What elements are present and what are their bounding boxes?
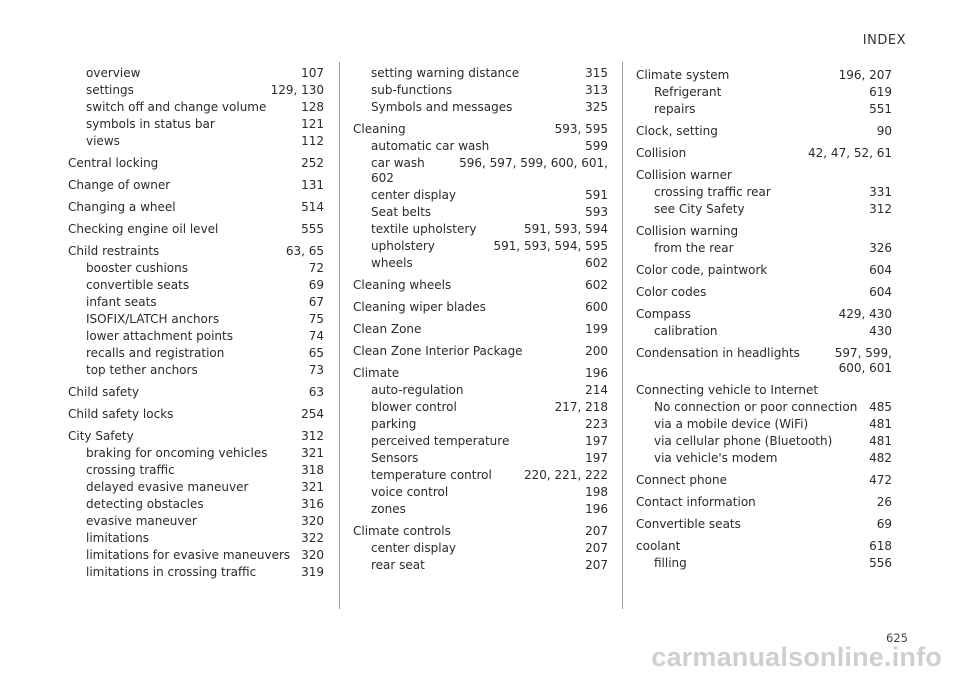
index-page-refs: 313 [585,83,608,97]
index-page-refs: 75 [308,312,324,326]
index-term: textile upholstery [371,222,477,236]
index-page-refs: 481 [869,434,892,448]
index-term: Climate controls [353,524,451,538]
index-term: delayed evasive maneuver [86,480,249,494]
index-entry [68,222,324,237]
index-term: evasive maneuver [86,514,197,528]
index-subentry [353,222,608,237]
index-term: Cleaning wheels [353,278,452,292]
index-page-refs: 196 [585,502,608,516]
index-page-refs: 591, 593, 594 [524,222,608,236]
index-page-refs: 63, 65 [285,244,324,258]
index-term: car wash [371,156,425,170]
index-term: Checking engine oil level [68,222,219,236]
watermark-logo: carmanualsonline.info [651,642,942,672]
index-page-refs: 196 [585,366,608,380]
index-page-refs: 220, 221, 222 [524,468,608,482]
index-page-refs: 196, 207 [838,68,892,82]
index-term: ISOFIX/LATCH anchors [86,312,220,326]
page-number: 625 [886,631,908,645]
index-page-refs: 316 [301,497,324,511]
index-term: repairs [654,102,696,116]
index-page-refs: 112 [301,134,324,148]
index-subentry [353,66,608,81]
index-page-refs: 65 [308,346,324,360]
index-term: wheels [371,256,413,270]
index-term: Child safety [68,385,140,399]
index-subentry [68,312,324,327]
index-page-refs: 320 [301,548,324,562]
index-page-refs: 591, 593, 594, 595 [493,239,608,253]
index-subentry [636,102,892,117]
index-entry [353,366,608,381]
index-page-refs: 69 [308,278,324,292]
index-entry [636,473,892,488]
index-subentry [353,451,608,466]
index-term: crossing traffic [86,463,175,477]
index-term: Clean Zone Interior Package [353,344,523,358]
index-subentry [353,400,608,415]
index-subentry [353,383,608,398]
index-page-refs-continued: 600, 601 [838,361,892,375]
index-page-refs: 430 [869,324,892,338]
index-subentry [68,117,324,132]
index-term: views [86,134,120,148]
index-page-refs: 72 [308,261,324,275]
index-term: Climate system [636,68,730,82]
index-subentry [68,446,324,461]
index-subentry [353,256,608,271]
index-term: Changing a wheel [68,200,176,214]
index-subentry [353,468,608,483]
index-subentry [636,85,892,100]
index-subentry [353,205,608,220]
index-subentry [636,202,892,217]
index-subentry [353,558,608,573]
index-term: center display [371,541,457,555]
index-column-3 [636,64,892,609]
index-subentry [68,514,324,529]
index-term: via vehicle's modem [654,451,778,465]
index-term: Compass [636,307,691,321]
index-term: detecting obstacles [86,497,204,511]
index-entry [68,244,324,259]
index-term: Symbols and messages [371,100,513,114]
index-term: auto-regulation [371,383,464,397]
index-term: parking [371,417,417,431]
index-page-refs: 197 [585,434,608,448]
index-page-refs: 485 [869,400,892,414]
index-page-refs: 200 [585,344,608,358]
index-page-refs: 556 [869,556,892,570]
index-subentry [636,400,892,415]
index-term: overview [86,66,141,80]
index-subentry [353,485,608,500]
index-term: Clock, setting [636,124,718,138]
index-term: Connecting vehicle to Internet [636,383,819,397]
index-page-refs: 602 [585,256,608,270]
index-page-refs: 207 [585,541,608,555]
index-page-refs: 42, 47, 52, 61 [808,146,892,160]
index-term: Connect phone [636,473,727,487]
index-page-refs: 67 [308,295,324,309]
index-page-refs: 322 [301,531,324,545]
index-subentry [68,329,324,344]
index-page-refs: 128 [301,100,324,114]
index-page-refs: 197 [585,451,608,465]
index-page-refs: 252 [301,156,324,170]
index-subentry [353,156,608,186]
index-subentry [68,497,324,512]
index-page-refs: 604 [869,285,892,299]
index-term: Condensation in headlights [636,346,800,360]
index-term: Collision warning [636,224,739,238]
index-subentry [636,434,892,449]
index-page-refs: 107 [301,66,324,80]
index-page-refs: 429, 430 [838,307,892,321]
index-term: limitations for evasive maneuvers [86,548,291,562]
index-page-refs: 551 [869,102,892,116]
index-term: top tether anchors [86,363,198,377]
index-term: Color codes [636,285,707,299]
index-term: recalls and registration [86,346,225,360]
index-term: Seat belts [371,205,432,219]
index-page-refs: 312 [301,429,324,443]
index-page-refs: 320 [301,514,324,528]
index-page-refs: 319 [301,565,324,579]
index-term: Contact information [636,495,756,509]
index-subentry [68,363,324,378]
index-entry [353,278,608,293]
index-page-refs: 131 [301,178,324,192]
index-subentry [353,434,608,449]
index-page-refs: 69 [876,517,892,531]
index-term: Clean Zone [353,322,422,336]
index-term: voice control [371,485,449,499]
index-subentry [353,188,608,203]
index-term: Child restraints [68,244,160,258]
index-entry [68,429,324,444]
index-term: braking for oncoming vehicles [86,446,268,460]
index-entry [353,344,608,359]
index-subentry [68,565,324,580]
index-entry [636,285,892,300]
index-page-refs: 63 [308,385,324,399]
index-entry [353,322,608,337]
index-subentry [68,295,324,310]
index-entry [636,346,892,376]
index-subentry [353,502,608,517]
index-page-refs: 482 [869,451,892,465]
index-entry [353,300,608,315]
index-entry [636,168,892,183]
index-term: limitations in crossing traffic [86,565,257,579]
index-entry [636,517,892,532]
index-term: Cleaning wiper blades [353,300,486,314]
index-term: upholstery [371,239,435,253]
index-subentry [68,134,324,149]
index-subentry [68,83,324,98]
index-page-refs: 207 [585,558,608,572]
index-entry [636,495,892,510]
index-entry [636,124,892,139]
index-subentry [68,66,324,81]
index-page-refs: 217, 218 [554,400,608,414]
index-term: Collision warner [636,168,732,182]
index-column-2 [353,64,608,609]
index-page-refs: 597, 599, [834,346,892,360]
index-subentry [353,541,608,556]
index-subentry [636,556,892,571]
column-divider [339,62,340,609]
index-subentry [636,451,892,466]
index-page-refs: 207 [585,524,608,538]
index-entry [636,146,892,161]
index-term: convertible seats [86,278,190,292]
index-term: Refrigerant [654,85,722,99]
index-subentry [636,185,892,200]
index-page-refs: 214 [585,383,608,397]
index-entry [68,385,324,400]
index-entry [636,539,892,554]
index-term: symbols in status bar [86,117,215,131]
index-page-refs: 593 [585,205,608,219]
index-entry [68,156,324,171]
index-term: blower control [371,400,457,414]
index-page-refs: 312 [869,202,892,216]
index-page-refs: 318 [301,463,324,477]
index-page-refs: 90 [876,124,892,138]
index-term: from the rear [654,241,734,255]
index-subentry [68,463,324,478]
index-term: crossing traffic rear [654,185,771,199]
index-term: automatic car wash [371,139,490,153]
index-subentry [68,261,324,276]
index-page-refs: 321 [301,480,324,494]
index-term: Change of owner [68,178,171,192]
index-page-refs: 315 [585,66,608,80]
index-page-refs: 472 [869,473,892,487]
index-term: Central locking [68,156,159,170]
index-page-refs: 602 [585,278,608,292]
index-page-refs: 331 [869,185,892,199]
index-subentry [353,139,608,154]
index-page-refs: 74 [308,329,324,343]
index-subentry [636,324,892,339]
index-term: booster cushions [86,261,188,275]
index-page-refs: 321 [301,446,324,460]
index-term: via cellular phone (Bluetooth) [654,434,833,448]
index-term: setting warning distance [371,66,520,80]
index-term: limitations [86,531,149,545]
index-page-refs: 596, 597, 599, 600, 601, [459,156,608,170]
page-header-title: INDEX [862,33,906,48]
index-page-refs: 129, 130 [270,83,324,97]
index-term: temperature control [371,468,492,482]
index-column-1 [68,64,324,609]
index-term: center display [371,188,457,202]
index-term: City Safety [68,429,134,443]
index-term: Climate [353,366,400,380]
index-page-refs: 325 [585,100,608,114]
index-entry [353,524,608,539]
index-page-refs: 73 [308,363,324,377]
column-divider [622,62,623,609]
index-term: infant seats [86,295,157,309]
index-subentry [353,417,608,432]
index-entry [68,407,324,422]
index-subentry [353,239,608,254]
index-subentry [68,548,324,563]
index-page-refs: 326 [869,241,892,255]
index-term: perceived temperature [371,434,510,448]
index-term: zones [371,502,406,516]
index-entry [636,263,892,278]
index-page-refs: 593, 595 [554,122,608,136]
index-term: calibration [654,324,718,338]
index-subentry [636,417,892,432]
index-term: lower attachment points [86,329,233,343]
index-term: coolant [636,539,681,553]
index-page-refs: 618 [869,539,892,553]
index-entry [636,307,892,322]
index-term: Sensors [371,451,419,465]
index-term: see City Safety [654,202,745,216]
index-subentry [68,346,324,361]
index-page-refs: 604 [869,263,892,277]
index-page-refs: 555 [301,222,324,236]
index-subentry [636,241,892,256]
index-page-refs: 600 [585,300,608,314]
index-subentry [68,480,324,495]
index-subentry [68,531,324,546]
index-subentry [68,100,324,115]
index-entry [68,200,324,215]
index-page-refs-continued: 602 [371,171,394,185]
index-entry [68,178,324,193]
index-page-refs: 514 [301,200,324,214]
index-term: switch off and change volume [86,100,267,114]
index-term: Collision [636,146,687,160]
index-subentry [353,83,608,98]
index-term: rear seat [371,558,425,572]
index-page-refs: 619 [869,85,892,99]
index-page-refs: 121 [301,117,324,131]
index-term: Convertible seats [636,517,741,531]
index-entry [353,122,608,137]
index-term: No connection or poor connection [654,400,858,414]
index-page-refs: 591 [585,188,608,202]
index-entry [636,224,892,239]
index-term: via a mobile device (WiFi) [654,417,809,431]
index-entry [636,68,892,83]
index-page-refs: 223 [585,417,608,431]
index-term: Color code, paintwork [636,263,768,277]
index-term: sub-functions [371,83,453,97]
index-page-refs: 26 [876,495,892,509]
index-subentry [353,100,608,115]
index-page-refs: 599 [585,139,608,153]
index-term: filling [654,556,687,570]
index-term: Child safety locks [68,407,174,421]
index-subentry [68,278,324,293]
index-entry [636,383,892,398]
index-page-refs: 199 [585,322,608,336]
index-page-refs: 198 [585,485,608,499]
index-term: Cleaning [353,122,406,136]
index-term: settings [86,83,134,97]
index-page-refs: 254 [301,407,324,421]
index-page-refs: 481 [869,417,892,431]
